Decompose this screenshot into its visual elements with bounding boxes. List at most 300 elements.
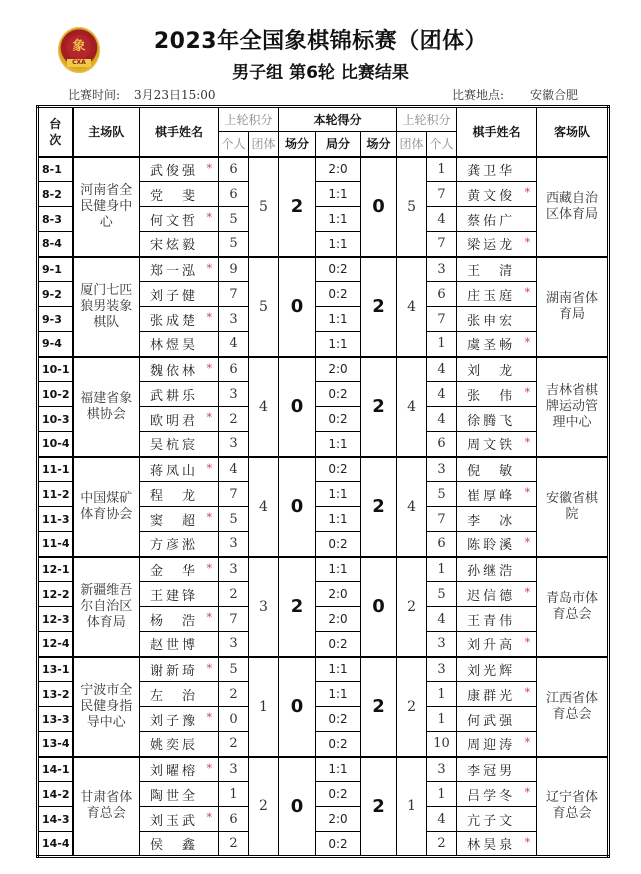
home-player	[140, 257, 219, 282]
table-row	[38, 157, 609, 182]
away-team-pts: 2	[397, 557, 427, 657]
home-indiv-pts: 5	[219, 507, 249, 532]
home-team-name: 中国煤矿体育协会	[73, 457, 140, 557]
away-indiv-pts: 1	[427, 782, 457, 807]
star-icon: *	[524, 636, 531, 649]
table-header	[38, 107, 609, 157]
away-player	[457, 357, 537, 382]
table-row	[38, 757, 609, 782]
away-match-score: 0	[361, 557, 397, 657]
away-indiv-pts: 4	[427, 607, 457, 632]
match-time-label: 比赛时间:	[68, 88, 121, 102]
home-player-name: 王建锋	[150, 588, 199, 604]
home-player-name: 张成楚	[150, 313, 199, 329]
col-away-team: 客场队	[537, 107, 609, 157]
game-score: 0:2	[316, 707, 361, 732]
away-indiv-pts: 4	[427, 357, 457, 382]
board-number: 8-2	[38, 182, 73, 207]
star-icon: *	[206, 811, 212, 824]
home-indiv-pts: 5	[219, 207, 249, 232]
away-player	[457, 532, 537, 557]
board-number: 14-1	[38, 757, 73, 782]
away-player	[457, 607, 537, 632]
away-player	[457, 732, 537, 757]
col-board: 台次	[38, 107, 73, 157]
away-indiv-pts: 1	[427, 707, 457, 732]
game-score: 0:2	[316, 632, 361, 657]
away-player-name: 倪 敏	[467, 463, 516, 479]
home-player-name: 谢新琦	[150, 663, 199, 679]
star-icon: *	[524, 436, 531, 449]
home-player	[140, 382, 219, 407]
away-team-name: 安徽省棋院	[537, 457, 609, 557]
away-player	[457, 232, 537, 257]
board-number: 10-3	[38, 407, 73, 432]
table-row	[38, 357, 609, 382]
home-player-name: 魏依林	[150, 363, 199, 379]
home-indiv-pts: 9	[219, 257, 249, 282]
board-number: 8-1	[38, 157, 73, 182]
away-player	[457, 332, 537, 357]
home-indiv-pts: 3	[219, 557, 249, 582]
board-number: 12-3	[38, 607, 73, 632]
home-match-score: 0	[279, 357, 316, 457]
home-team-name: 新疆维吾尔自治区体育局	[73, 557, 140, 657]
star-icon: *	[524, 336, 531, 349]
away-indiv-pts: 6	[427, 432, 457, 457]
star-icon: *	[206, 511, 212, 524]
board-number: 13-4	[38, 732, 73, 757]
away-player	[457, 757, 537, 782]
home-player	[140, 707, 219, 732]
board-number: 9-4	[38, 332, 73, 357]
home-player-name: 郑一泓	[150, 263, 199, 279]
home-player	[140, 807, 219, 832]
board-number: 13-2	[38, 682, 73, 707]
col-prev-points-home: 上轮积分	[219, 107, 279, 132]
board-number: 8-4	[38, 232, 73, 257]
board-number: 10-1	[38, 357, 73, 382]
away-indiv-pts: 1	[427, 557, 457, 582]
game-score: 0:2	[316, 532, 361, 557]
away-team-pts: 4	[397, 357, 427, 457]
home-indiv-pts: 4	[219, 332, 249, 357]
game-score: 1:1	[316, 657, 361, 682]
game-score: 2:0	[316, 807, 361, 832]
away-player	[457, 782, 537, 807]
home-indiv-pts: 3	[219, 432, 249, 457]
home-indiv-pts: 7	[219, 282, 249, 307]
away-player	[457, 282, 537, 307]
away-player	[457, 182, 537, 207]
home-player	[140, 732, 219, 757]
away-player	[457, 257, 537, 282]
game-score: 1:1	[316, 307, 361, 332]
home-player	[140, 332, 219, 357]
game-score: 0:2	[316, 407, 361, 432]
home-player	[140, 182, 219, 207]
board-number: 8-3	[38, 207, 73, 232]
away-indiv-pts: 5	[427, 582, 457, 607]
game-score: 0:2	[316, 257, 361, 282]
board-number: 11-2	[38, 482, 73, 507]
home-player	[140, 607, 219, 632]
col-games: 局分	[316, 132, 361, 157]
home-player	[140, 232, 219, 257]
game-score: 1:1	[316, 557, 361, 582]
home-player-name: 赵世博	[150, 638, 199, 654]
away-player-name: 李冠男	[467, 763, 516, 779]
home-team-name: 厦门七匹狼男装象棋队	[73, 257, 140, 357]
away-indiv-pts: 3	[427, 257, 457, 282]
game-score: 1:1	[316, 507, 361, 532]
away-indiv-pts: 3	[427, 632, 457, 657]
away-player-name: 庄玉庭	[467, 288, 516, 304]
away-player-name: 蔡佑广	[467, 213, 516, 229]
away-player-name: 李 冰	[467, 513, 516, 529]
away-player-name: 孙继浩	[467, 563, 516, 579]
game-score: 1:1	[316, 682, 361, 707]
board-number: 12-1	[38, 557, 73, 582]
away-indiv-pts: 6	[427, 532, 457, 557]
col-home-match: 场分	[279, 132, 316, 157]
home-player-name: 刘子健	[150, 288, 199, 304]
away-indiv-pts: 7	[427, 232, 457, 257]
home-player-name: 宋炫毅	[150, 238, 199, 254]
star-icon: *	[524, 836, 531, 849]
away-player	[457, 307, 537, 332]
star-icon: *	[524, 686, 531, 699]
away-team-pts: 1	[397, 757, 427, 857]
home-player-name: 左 治	[150, 688, 199, 704]
away-player-name: 周迎涛	[467, 738, 516, 754]
home-match-score: 0	[279, 757, 316, 857]
home-indiv-pts: 3	[219, 757, 249, 782]
away-team-pts: 4	[397, 257, 427, 357]
home-player-name: 刘子豫	[150, 713, 199, 729]
away-player	[457, 657, 537, 682]
home-team-pts: 1	[249, 657, 279, 757]
home-player	[140, 282, 219, 307]
home-indiv-pts: 6	[219, 357, 249, 382]
home-player	[140, 432, 219, 457]
away-team-name: 西藏自治区体育局	[537, 157, 609, 257]
away-player	[457, 582, 537, 607]
away-team-name: 江西省体育总会	[537, 657, 609, 757]
away-player	[457, 807, 537, 832]
home-indiv-pts: 6	[219, 157, 249, 182]
away-player-name: 刘 龙	[467, 363, 516, 379]
match-place	[452, 86, 578, 103]
home-team-pts: 3	[249, 557, 279, 657]
away-team-pts: 2	[397, 657, 427, 757]
home-match-score: 0	[279, 457, 316, 557]
table-row	[38, 557, 609, 582]
home-player	[140, 457, 219, 482]
page-title: 2023年全国象棋锦标赛（团体）	[153, 29, 488, 54]
home-team-pts: 5	[249, 257, 279, 357]
away-player-name: 吕学冬	[467, 788, 516, 804]
home-indiv-pts: 6	[219, 182, 249, 207]
away-indiv-pts: 3	[427, 757, 457, 782]
star-icon: *	[206, 711, 212, 724]
away-team-name: 辽宁省体育总会	[537, 757, 609, 857]
away-indiv-pts: 10	[427, 732, 457, 757]
away-player	[457, 632, 537, 657]
game-score: 2:0	[316, 582, 361, 607]
home-player-name: 蒋凤山	[150, 463, 199, 479]
home-team-name: 甘肃省体育总会	[73, 757, 140, 857]
game-score: 2:0	[316, 357, 361, 382]
home-player	[140, 557, 219, 582]
home-player-name: 陶世全	[150, 788, 199, 804]
results-table	[36, 105, 610, 858]
home-player-name: 姚奕辰	[150, 738, 199, 754]
star-icon: *	[524, 536, 531, 549]
away-match-score: 2	[361, 757, 397, 857]
away-indiv-pts: 1	[427, 157, 457, 182]
table-body	[38, 157, 609, 857]
board-number: 11-1	[38, 457, 73, 482]
star-icon: *	[206, 661, 212, 675]
away-indiv-pts: 4	[427, 807, 457, 832]
col-home-player: 棋手姓名	[140, 107, 219, 157]
col-home-team-pts: 团体	[249, 132, 279, 157]
game-score: 2:0	[316, 157, 361, 182]
home-player-name: 窦 超	[150, 513, 199, 529]
board-number: 10-4	[38, 432, 73, 457]
away-player-name: 刘升高	[467, 638, 516, 654]
home-team-pts: 4	[249, 357, 279, 457]
star-icon: *	[206, 211, 212, 224]
col-round-score: 本轮得分	[279, 107, 397, 132]
home-player	[140, 357, 219, 382]
away-team-name: 青岛市体育总会	[537, 557, 609, 657]
home-player	[140, 307, 219, 332]
away-match-score: 0	[361, 157, 397, 257]
home-player-name: 刘玉武	[150, 813, 199, 829]
match-place-value: 安徽合肥	[530, 88, 579, 102]
col-home-indiv: 个人	[219, 132, 249, 157]
home-player	[140, 757, 219, 782]
star-icon: *	[524, 786, 531, 799]
home-team-name: 河南省全民健身中心	[73, 157, 140, 257]
board-number: 12-2	[38, 582, 73, 607]
home-player	[140, 632, 219, 657]
away-player	[457, 157, 537, 182]
home-match-score: 0	[279, 257, 316, 357]
home-player-name: 程 龙	[150, 488, 199, 504]
board-number: 11-3	[38, 507, 73, 532]
home-player-name: 杨 浩	[150, 613, 199, 629]
away-match-score: 2	[361, 457, 397, 557]
home-player	[140, 832, 219, 857]
away-indiv-pts: 1	[427, 332, 457, 357]
board-number: 13-3	[38, 707, 73, 732]
home-player	[140, 207, 219, 232]
away-player	[457, 682, 537, 707]
home-team-name: 福建省象棋协会	[73, 357, 140, 457]
away-player	[457, 432, 537, 457]
game-score: 0:2	[316, 382, 361, 407]
page-subtitle: 男子组 第6轮 比赛结果	[232, 63, 409, 83]
away-player-name: 陈聆溪	[467, 538, 516, 554]
home-indiv-pts: 2	[219, 407, 249, 432]
away-indiv-pts: 4	[427, 382, 457, 407]
home-team-pts: 2	[249, 757, 279, 857]
away-team-name: 湖南省体育局	[537, 257, 609, 357]
game-score: 2:0	[316, 607, 361, 632]
game-score: 1:1	[316, 482, 361, 507]
star-icon: *	[206, 361, 212, 375]
col-away-match: 场分	[361, 132, 397, 157]
away-player	[457, 407, 537, 432]
home-player	[140, 657, 219, 682]
game-score: 1:1	[316, 332, 361, 357]
away-player	[457, 507, 537, 532]
star-icon: *	[206, 561, 212, 575]
col-prev-points-away: 上轮积分	[397, 107, 457, 132]
away-team-pts: 4	[397, 457, 427, 557]
star-icon: *	[524, 486, 531, 499]
board-number: 9-2	[38, 282, 73, 307]
star-icon: *	[524, 386, 531, 399]
col-home-team: 主场队	[73, 107, 140, 157]
board-number: 11-4	[38, 532, 73, 557]
game-score: 1:1	[316, 757, 361, 782]
star-icon: *	[206, 461, 212, 475]
game-score: 1:1	[316, 432, 361, 457]
away-indiv-pts: 3	[427, 657, 457, 682]
home-player	[140, 507, 219, 532]
away-indiv-pts: 4	[427, 207, 457, 232]
away-player-name: 王青伟	[467, 613, 516, 629]
home-match-score: 2	[279, 157, 316, 257]
home-indiv-pts: 2	[219, 582, 249, 607]
star-icon: *	[206, 261, 212, 275]
board-number: 9-3	[38, 307, 73, 332]
home-indiv-pts: 7	[219, 607, 249, 632]
away-indiv-pts: 7	[427, 307, 457, 332]
game-score: 1:1	[316, 207, 361, 232]
home-indiv-pts: 3	[219, 382, 249, 407]
home-indiv-pts: 4	[219, 457, 249, 482]
home-player	[140, 407, 219, 432]
home-player-name: 欧明君	[150, 413, 199, 429]
away-player-name: 张 伟	[467, 388, 516, 404]
home-match-score: 0	[279, 657, 316, 757]
table-row	[38, 457, 609, 482]
home-indiv-pts: 3	[219, 532, 249, 557]
star-icon: *	[524, 286, 531, 299]
away-player-name: 周文铁	[467, 438, 516, 454]
game-score: 0:2	[316, 832, 361, 857]
away-player	[457, 457, 537, 482]
star-icon: *	[524, 586, 531, 599]
home-indiv-pts: 1	[219, 782, 249, 807]
match-time-value: 3月23日15:00	[134, 88, 216, 102]
away-player	[457, 482, 537, 507]
game-score: 0:2	[316, 732, 361, 757]
home-indiv-pts: 3	[219, 632, 249, 657]
away-player-name: 亢子文	[467, 813, 516, 829]
col-away-player: 棋手姓名	[457, 107, 537, 157]
away-player	[457, 557, 537, 582]
home-indiv-pts: 5	[219, 657, 249, 682]
game-score: 0:2	[316, 782, 361, 807]
board-number: 14-4	[38, 832, 73, 857]
home-indiv-pts: 0	[219, 707, 249, 732]
away-team-pts: 5	[397, 157, 427, 257]
home-player-name: 武耕乐	[150, 388, 199, 404]
star-icon: *	[206, 311, 212, 324]
away-match-score: 2	[361, 357, 397, 457]
match-time	[68, 86, 216, 103]
away-player-name: 迟信德	[467, 588, 516, 604]
board-number: 9-1	[38, 257, 73, 282]
home-indiv-pts: 6	[219, 807, 249, 832]
home-match-score: 2	[279, 557, 316, 657]
away-player-name: 梁运龙	[467, 238, 516, 254]
logo-abbr: CXA	[67, 59, 91, 67]
away-player-name: 龚卫华	[467, 163, 516, 179]
away-player-name: 黄文俊	[467, 188, 516, 204]
away-player-name: 刘光辉	[467, 663, 516, 679]
home-player	[140, 782, 219, 807]
away-indiv-pts: 2	[427, 832, 457, 857]
away-player-name: 林昊泉	[467, 838, 516, 853]
away-player	[457, 207, 537, 232]
home-player-name: 刘曜榕	[150, 763, 199, 779]
table-row	[38, 657, 609, 682]
col-away-indiv: 个人	[427, 132, 457, 157]
home-indiv-pts: 7	[219, 482, 249, 507]
home-player	[140, 582, 219, 607]
away-indiv-pts: 4	[427, 407, 457, 432]
home-player	[140, 482, 219, 507]
away-indiv-pts: 7	[427, 182, 457, 207]
home-player-name: 金 华	[150, 563, 199, 579]
star-icon: *	[206, 761, 212, 775]
away-player-name: 张申宏	[467, 313, 516, 329]
away-player	[457, 832, 537, 857]
star-icon: *	[524, 186, 531, 199]
board-number: 13-1	[38, 657, 73, 682]
star-icon: *	[206, 411, 212, 424]
home-indiv-pts: 5	[219, 232, 249, 257]
away-player-name: 徐腾飞	[467, 413, 516, 429]
away-player-name: 崔厚峰	[467, 488, 516, 504]
home-player	[140, 157, 219, 182]
home-player-name: 党 斐	[150, 188, 199, 204]
game-score: 1:1	[316, 232, 361, 257]
col-away-team-pts: 团体	[397, 132, 427, 157]
away-indiv-pts: 6	[427, 282, 457, 307]
away-match-score: 2	[361, 257, 397, 357]
game-score: 0:2	[316, 282, 361, 307]
home-indiv-pts: 3	[219, 307, 249, 332]
home-player	[140, 532, 219, 557]
away-indiv-pts: 3	[427, 457, 457, 482]
board-number: 14-3	[38, 807, 73, 832]
away-player	[457, 382, 537, 407]
home-player	[140, 682, 219, 707]
game-score: 1:1	[316, 182, 361, 207]
home-team-pts: 5	[249, 157, 279, 257]
home-player-name: 林煜昊	[150, 338, 199, 354]
match-place-label: 比赛地点:	[452, 88, 505, 102]
away-team-name: 吉林省棋牌运动管理中心	[537, 357, 609, 457]
